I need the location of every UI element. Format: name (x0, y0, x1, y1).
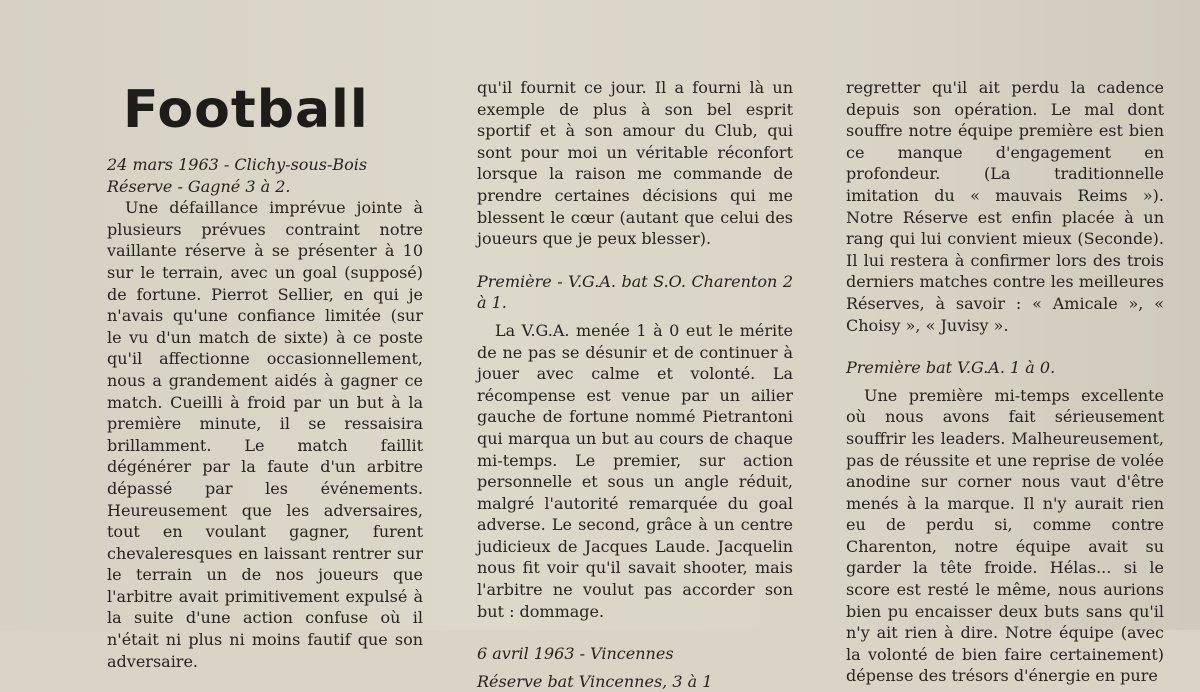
match-result-heading: Réserve - Gagné 3 à 2. (107, 176, 291, 196)
match-report-paragraph: Une défaillance imprévue jointe à plusieurs prévues contraint notre vaillante réserve à se présenter à 10 sur le terrain, avec un goal (supposé) de fortune. Pierrot Sellier, en qui je n'avais qu'une confiance limitée (sur le vu d'un match de sixte) à ce poste qu'il affectionne occasionnellement, nous a grandement aidés à gagner ce match. Cueilli à froid par un but à la première minute, il se ressaisira brillamment. Le match faillit dégénérer par la faute d'un arbitre dépassé par les événements. Heureusement que les adversaires, tout en voulant gagner, furent chevaleresques en laissant rentrer sur le terrain un de nos joueurs que l'arbitre avait primitivement expulsé à la suite d'une action confuse où il n'était ni plus ni moins fautif que son adversaire. (107, 198, 423, 671)
match-report-paragraph: La V.G.A. menée 1 à 0 eut le mérite de ne pas se désunir et de continuer à jouer avec calme et volonté. La récompense est venue par un ailier gauche de fortune nommé Pietrantoni qui marqua un but au cours de chaque mi-temps. Le premier, sur action personnelle et sous un angle réduit, malgré l'autorité remarquée du goal adverse. Le second, grâce à un centre judicieux de Jacques Laude. Jacquelin nous fit voir qu'il savait shooter, mais l'arbitre ne voulut pas accorder son but : dommage. (477, 320, 793, 621)
match-result-heading: Première bat V.G.A. 1 à 0. (846, 358, 1056, 378)
match-result-heading: Première - V.G.A. bat S.O. Charenton 2 à 1. (477, 271, 793, 313)
match-date-heading: 6 avril 1963 - Vincennes (477, 644, 674, 664)
column-right (846, 0, 1164, 686)
column-middle (477, 0, 793, 691)
match-date-heading: 24 mars 1963 - Clichy-sous-Bois (107, 155, 368, 174)
match-report-paragraph: Une première mi-temps excellente où nous avons fait sérieusement souffrir les leaders. Malheureusement, pas de réussite et une reprise de volée anodine sur corner nous vaut d'être menés à la marque. Il n'y aurait rien eu de perdu si, comme contre Charenton, notre équipe avait su garder la tête froide. Hélas... si le score est resté le même, nous aurions bien pu encaisser deux buts sans qu'il n'y ait rien à dire. Notre équipe (avec la volonté de bien faire certainement) dépense des trésors d'énergie en pure (846, 385, 1164, 686)
article-title: Football (123, 80, 369, 140)
match-result-heading: Réserve bat Vincennes, 3 à 1 (477, 671, 713, 691)
column-left (107, 0, 423, 671)
continued-paragraph: regretter qu'il ait perdu la cadence depuis son opération. Le mal dont souffre notre équipe première est bien ce manque d'engagement en profondeur. (La traditionnelle imitation du « mauvais Reims »). Notre Réserve est enfin placée à un rang qui lui convient mieux (Seconde). Il lui restera à confirmer lors des trois derniers matches contre les meilleures Réserves, à savoir : « Amicale », « Choisy », « Juvisy ». (846, 78, 1164, 335)
continued-paragraph: qu'il fournit ce jour. Il a fourni là un exemple de plus à son bel esprit sportif et à son amour du Club, qui sont pour moi un véritable réconfort lorsque la raison me commande de prendre certaines décisions qui me blessent le cœur (autant que celui des joueurs que je peux blesser). (477, 78, 793, 249)
